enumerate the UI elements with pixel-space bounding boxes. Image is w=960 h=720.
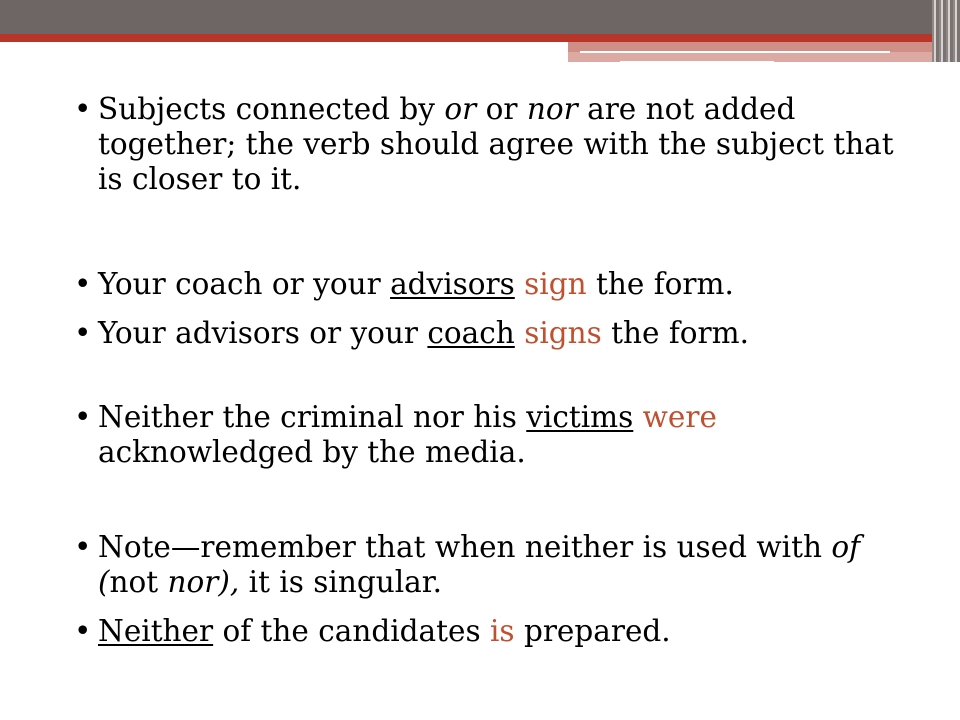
verb-highlight: sign [524,267,587,301]
bullet-item [74,530,914,600]
text-run: of the candidates [213,614,490,648]
italic-text: nor), [167,565,240,599]
bullet-text [98,92,914,197]
bullet-marker: • [74,92,92,126]
bullet-marker: • [74,316,92,350]
verb-highlight: is [489,614,515,648]
bullet-item [74,614,914,649]
text-run: or [476,92,527,126]
bullet-marker: • [74,530,92,564]
text-run [515,316,524,350]
subject-underline: victims [526,400,634,434]
text-run: it is singular. [239,565,442,599]
bullet-marker: • [74,267,92,301]
subject-underline: Neither [98,614,214,648]
subject-underline: advisors [390,267,515,301]
text-run: are not added together; the verb should agree with the subject that is closer to it. [98,92,894,196]
bullet-item [74,400,914,470]
header-gray-band [0,0,960,34]
text-run: not [109,565,168,599]
text-run: Subjects connected by [98,92,445,126]
verb-highlight: were [642,400,717,434]
text-run: the form. [586,267,734,301]
bullet-item [74,267,914,302]
bullet-text [98,316,914,351]
header-red-band [0,34,960,42]
text-run: Your coach or your [98,267,391,301]
bullet-marker: • [74,614,92,648]
text-run: acknowledged by the media. [98,435,526,469]
text-run: Your advisors or your [98,316,428,350]
italic-text: of ( [98,530,861,599]
text-run: Note—remember that when neither is used with [98,530,832,564]
header-divider-line [580,51,890,53]
bullet-text [98,530,914,600]
bullet-marker: • [74,400,92,434]
header-divider-line-lower [620,61,774,63]
text-run: prepared. [514,614,671,648]
subject-underline: coach [427,316,515,350]
text-run: Neither the criminal nor his [98,400,527,434]
text-run: the form. [601,316,749,350]
bullet-text [98,400,914,470]
verb-highlight: signs [524,316,602,350]
text-run [633,400,642,434]
italic-text: or [444,92,477,126]
bullet-text [98,267,914,302]
header-stripes [932,0,960,62]
italic-text: nor [526,92,578,126]
bullet-item [74,316,914,351]
text-run [515,267,524,301]
bullet-item [74,92,914,197]
bullet-text [98,614,914,649]
